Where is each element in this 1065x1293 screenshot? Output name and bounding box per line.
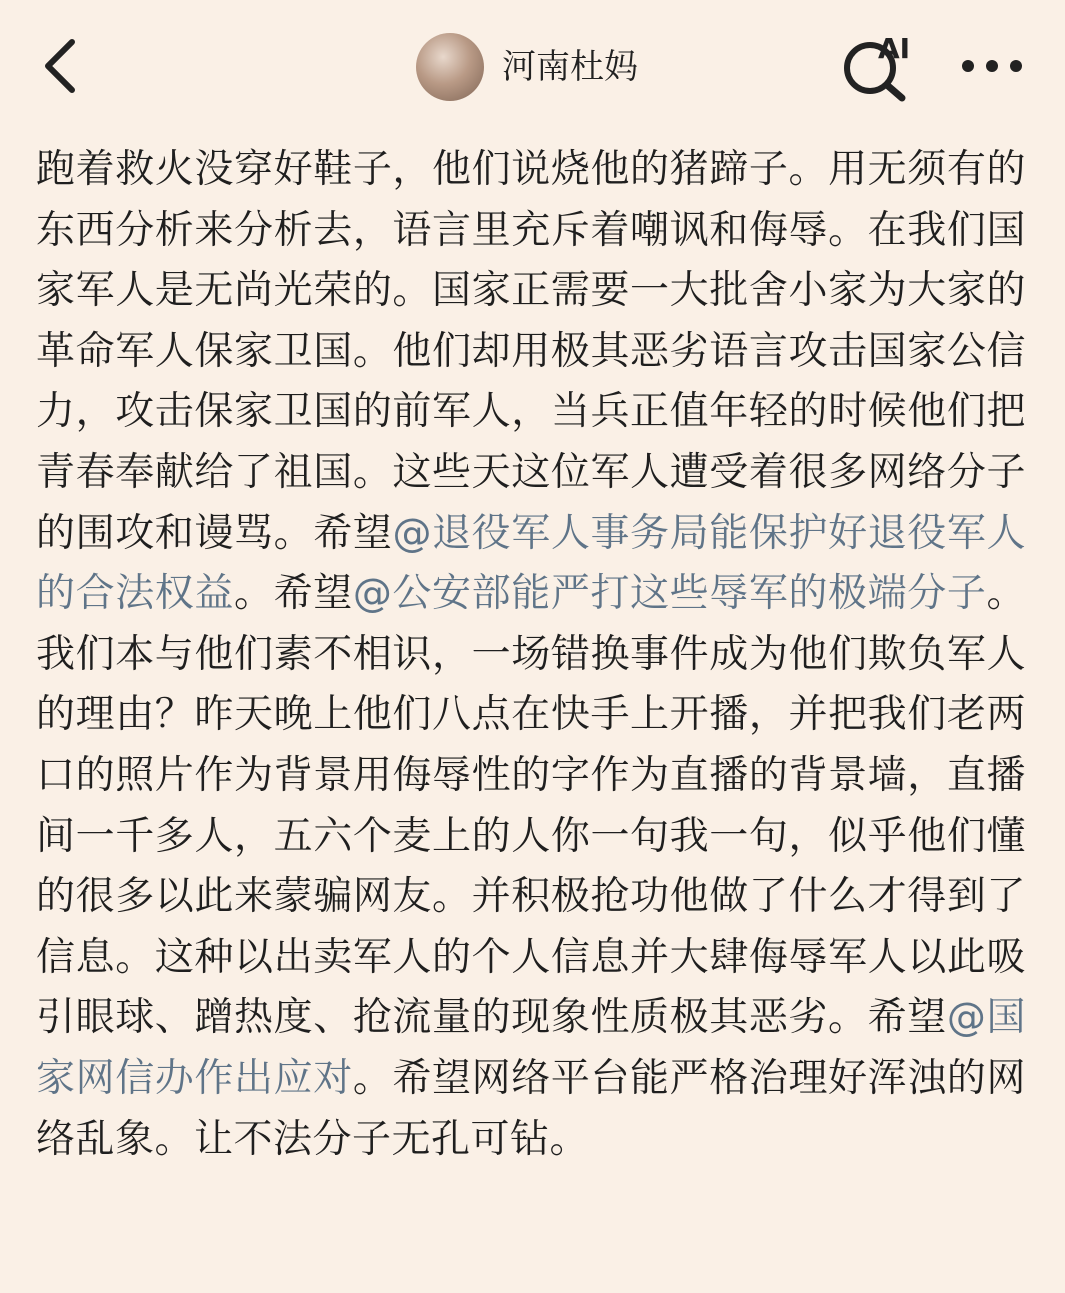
ai-search-button[interactable] [838, 30, 918, 102]
post-text-segment: 。希望网络平台能严格治理好浑浊的网络乱象。让不法分子无孔可钻。 [36, 1055, 1026, 1162]
post-text-segment: 跑着救火没穿好鞋子，他们说烧他的猪蹄子。用无须有的东西分析来分析去，语言里充斥着嘲讽和侮辱。在我们国家军人是无尚光荣的。国家正需要一大批舍小家为大家的革命军人保家卫国。他们却用极其恶劣语言攻击国家公信力，攻击保家卫国的前军人，当兵正值年轻的时候他们把青春奉献给了祖国。这些天这位军人遭受着很多网络分子的围攻和谩骂。希望 [36, 147, 1026, 556]
post-body [36, 140, 1026, 1170]
ellipsis-icon [952, 44, 1032, 88]
post-text-segment: 。我们本与他们素不相识，一场错换事件成为他们欺负军人的理由？昨天晚上他们八点在快手上开播，并把我们老两口的照片作为背景用侮辱性的字作为直播的背景墙，直播间一千多人，五六个麦上的人你一句我一句，似乎他们懂的很多以此来蒙骗网友。并积极抢功他做了什么才得到了信息。这种以出卖军人的个人信息并大肆侮辱军人以此吸引眼球、蹭热度、抢流量的现象性质极其恶劣。希望 [36, 571, 1026, 1041]
username[interactable]: 河南杜妈 [502, 47, 638, 87]
chevron-left-icon [40, 36, 80, 96]
avatar[interactable] [416, 33, 484, 101]
ai-label: AI [878, 32, 911, 65]
back-button[interactable] [32, 30, 88, 102]
user-info[interactable] [416, 34, 638, 100]
post-text [36, 140, 1026, 1170]
post-text-segment: 。希望 [234, 571, 353, 617]
mention-link[interactable]: @退役军人事务局能保护好退役军人的合法权益 [36, 510, 1026, 617]
mention-link[interactable]: @国家网信办作出应对 [36, 995, 1026, 1101]
top-bar [0, 0, 1065, 130]
magnifier-icon [838, 30, 918, 102]
more-button[interactable] [952, 44, 1032, 88]
mention-link[interactable]: @公安部能严打这些辱军的极端分子 [352, 571, 987, 617]
